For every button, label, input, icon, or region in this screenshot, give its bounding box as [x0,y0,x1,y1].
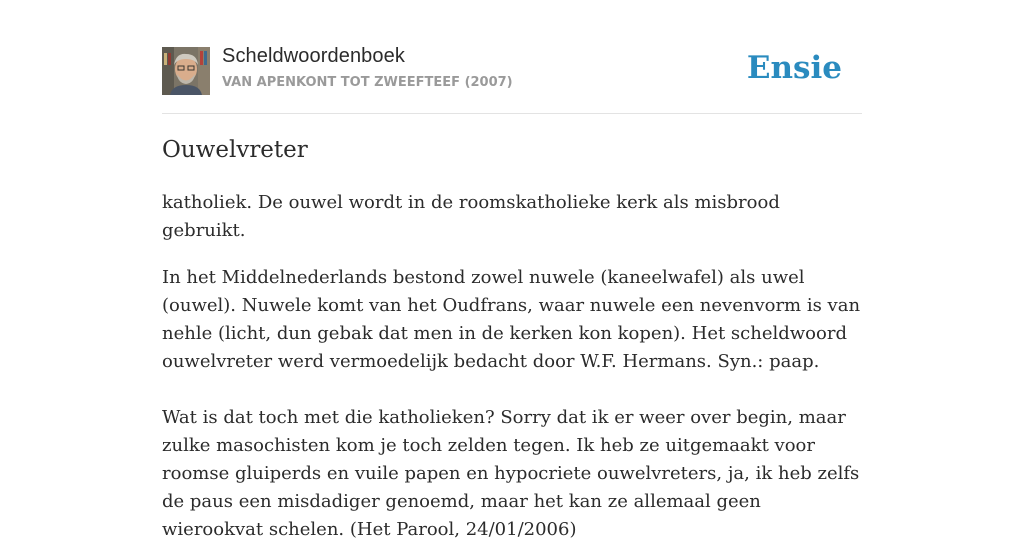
author-avatar[interactable] [162,47,210,95]
entry-paragraph: Wat is dat toch met die katholieken? Sorry dat ik er weer over begin, maar zulke masochisten kom je toch zelden tegen. Ik heb ze uitgemaakt voor roomse gluiperds en vuile papen en hypocriete ouwelvreters, ja, ik heb zelfs de paus een misdadiger genoemd, maar het kan ze allemaal geen wierookvat schelen. (Het Parool, 24/01/2006) [162,407,860,540]
source-header [162,0,862,114]
entry-title: Ouwelvreter [162,137,308,163]
source-subtitle: VAN APENKONT TOT ZWEEFTEEF (2007) [222,75,513,90]
ensie-logo-link[interactable]: Ensie [746,50,842,86]
author-portrait-image [162,47,210,95]
entry-paragraph: katholiek. De ouwel wordt in de roomskatholieke kerk als misbrood gebruikt. [162,192,780,241]
source-title[interactable]: Scheldwoordenboek [222,45,405,67]
entry-body [162,189,862,544]
entry-paragraph: In het Middelnederlands bestond zowel nuwele (kaneelwafel) als uwel (ouwel). Nuwele komt van het Oudfrans, waar nuwele een nevenvorm is van nehle (licht, dun gebak dat men in de kerken kon kopen). Het scheldwoord ouwelvreter werd vermoedelijk bedacht door W.F. Hermans. Syn.: paap. [162,267,861,372]
entry-card [162,0,862,540]
